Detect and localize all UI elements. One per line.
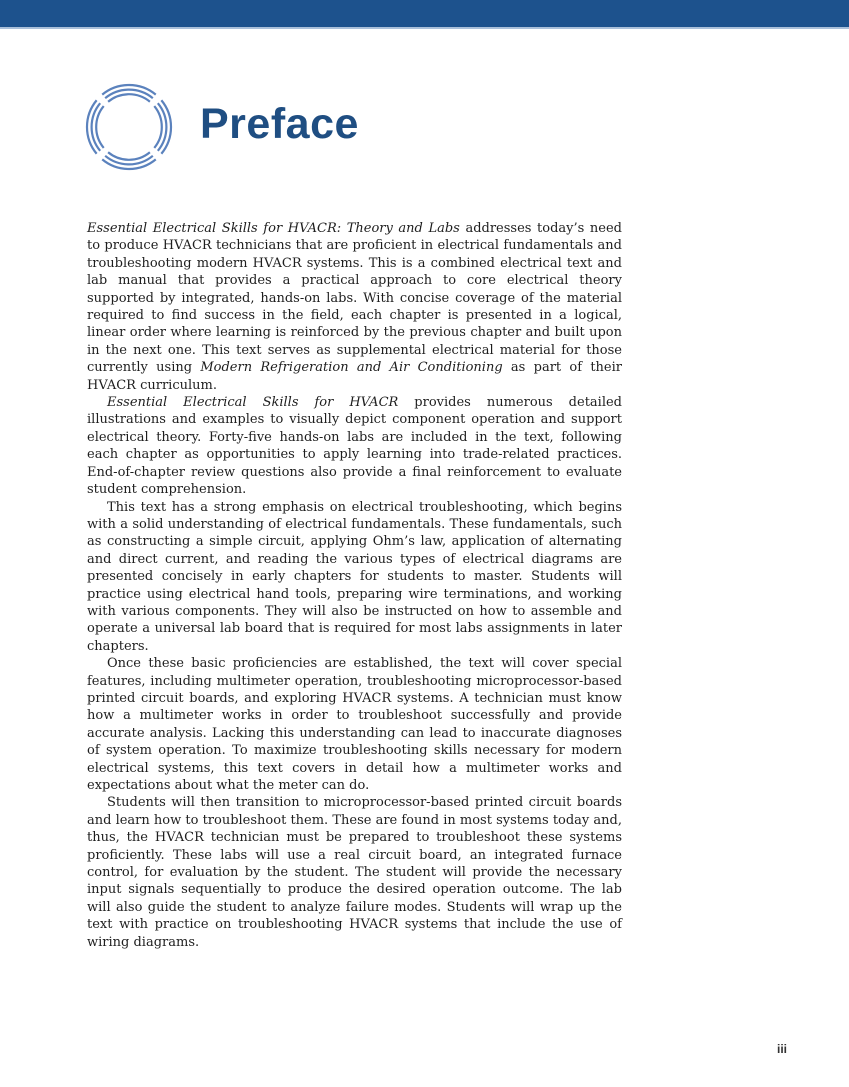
paragraph-text: as part of their HVACR curriculum. (87, 360, 622, 393)
page-number: iii (776, 1042, 787, 1056)
page-title: Preface (200, 99, 359, 148)
paragraph (87, 499, 622, 656)
paragraph (87, 655, 622, 794)
paragraph (87, 794, 622, 951)
paragraph-text: provides numerous detailed illustrations and examples to visually depict component operation and support electrical theory. Forty-five hands-on labs are included in the text, following each chapter as opportunities to apply learning into trade-related practices. End-of-chapter review questions also provide a final reinforcement to evaluate student comprehension. (87, 395, 623, 498)
paragraph (87, 220, 622, 394)
paragraph-text: Students will then transition to microprocessor-based printed circuit boards and learn how to troubleshoot them. These are found in most systems today and, thus, the HVACR technician must be prepared to troubleshoot these systems proficiently. These labs will use a real circuit board, an integrated furnace control, for evaluation by the student. The student will provide the necessary input signals sequentially to produce the desired operation outcome. The lab will also guide the student to analyze failure modes. Students will wrap up the text with practice on troubleshooting HVACR systems that include the use of wiring diagrams. (87, 795, 622, 950)
paragraph (87, 394, 622, 498)
concentric-rings-icon (84, 82, 174, 172)
paragraph-text-italic: Essential Electrical Skills for HVACR (107, 395, 399, 411)
paragraph-text: This text has a strong emphasis on electrical troubleshooting, which begins with a solid understanding of electrical fundamentals. These fundamentals, such as constructing a simple circuit, applying Ohm’s law, application of alternating and direct current, and reading the various types of electrical diagrams are presented concisely in early chapters for students to master. Students will practice using electrical hand tools, preparing wire terminations, and working with various components. They will also be instructed on how to assemble and operate a universal lab board that is required for most labs assignments in later chapters. (87, 499, 622, 654)
paragraph-text-italic: Essential Electrical Skills for HVACR: Theory and Labs (87, 221, 460, 236)
top-bar (0, 0, 849, 29)
paragraph-text: addresses today’s need to produce HVACR technicians that are proficient in electrical fundamentals and troubleshooting modern HVACR systems. This is a combined electrical text and lab manual that provides a practical approach to core electrical theory supported by integrated, hands-on labs. With concise coverage of the material required to find success in the field, each chapter is presented in a logical, linear order where learning is reinforced by the previous chapter and built upon in the next one. This text serves as supplemental electrical material for those currently using (87, 221, 622, 376)
body-paragraphs (87, 220, 622, 951)
paragraph-text: Once these basic proficiencies are established, the text will cover special features, including multimeter operation, troubleshooting microprocessor-based printed circuit boards, and exploring HVACR systems. A technician must know how a multimeter works in order to troubleshoot successfully and provide accurate analysis. Lacking this understanding can lead to inaccurate diagnoses of system operation. To maximize troubleshooting skills necessary for modern electrical systems, this text covers in detail how a multimeter works and expectations about what the meter can do. (87, 656, 622, 793)
chapter-header (84, 82, 359, 172)
paragraph-text-italic: Modern Refrigeration and Air Conditioning (200, 360, 503, 376)
